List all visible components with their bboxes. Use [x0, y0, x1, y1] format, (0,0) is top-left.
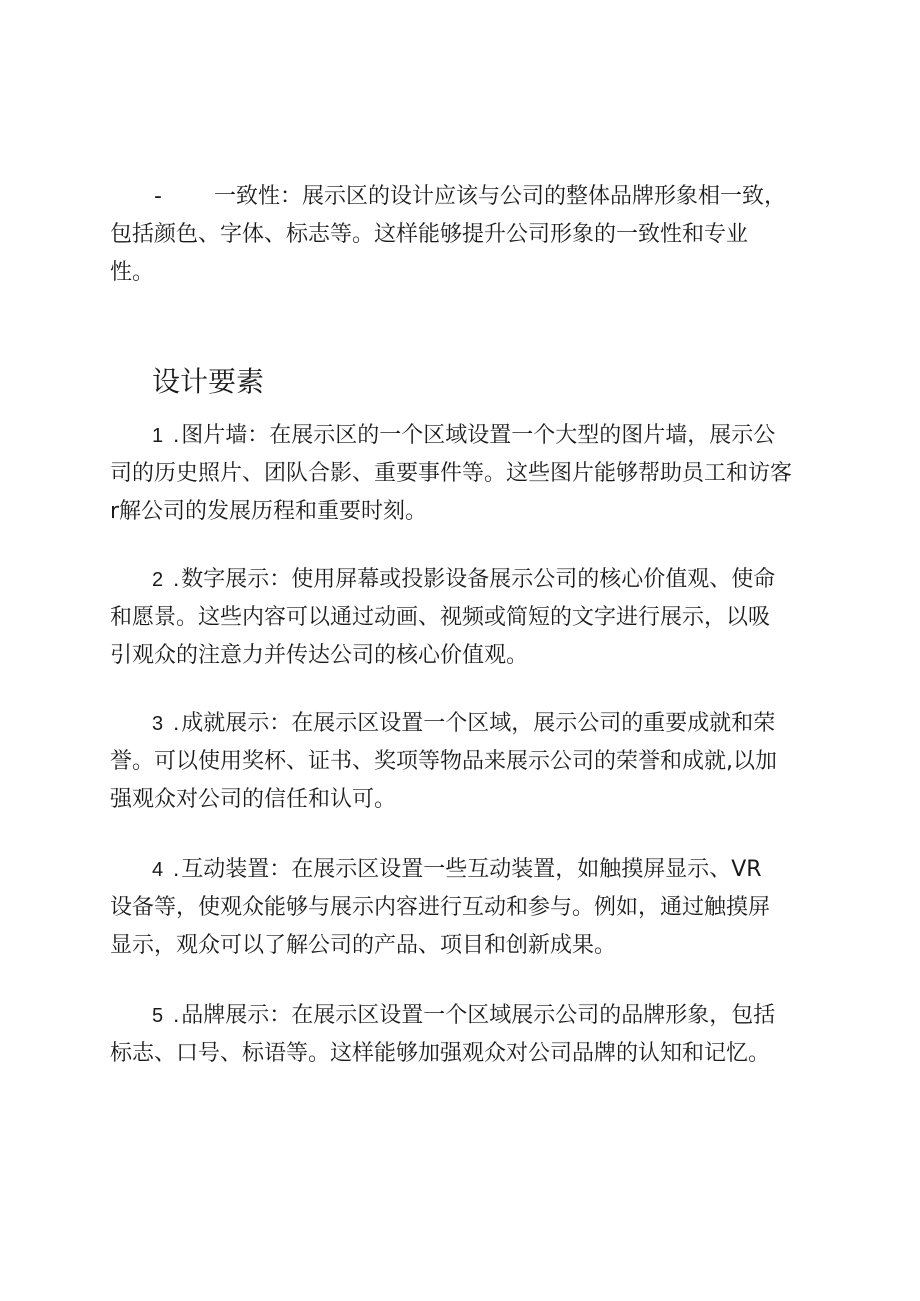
- list-item-2: [110, 560, 830, 675]
- item-text: 成就展示：在展示区设置一个区域，展示公司的重要成就和荣: [181, 711, 776, 736]
- item-line: 3 .成就展示：在展示区设置一个区域，展示公司的重要成就和荣: [110, 704, 830, 743]
- item-text: 互动装置：在展示区设置一些互动装置，如触摸屏显示、VR: [181, 857, 762, 882]
- consistency-bullet: [110, 178, 830, 292]
- bullet-line: 性。: [110, 260, 155, 285]
- bullet-line: 包括颜色、字体、标志等。这样能够提升公司形象的一致性和专业: [110, 222, 749, 247]
- item-number: 4: [152, 859, 164, 881]
- item-line: 4 .互动装置：在展示区设置一些互动装置，如触摸屏显示、VR: [110, 850, 830, 889]
- bullet-line: [110, 178, 830, 216]
- item-line: 5 .品牌展示：在展示区设置一个区域展示公司的品牌形象，包括: [110, 996, 830, 1035]
- item-line: 誉。可以使用奖杯、证书、奖项等物品来展示公司的荣誉和成就,以加: [110, 749, 777, 774]
- item-line: r解公司的发展历程和重要时刻。: [110, 499, 428, 524]
- item-line: 显示，观众可以了解公司的产品、项目和创新成果。: [110, 933, 617, 958]
- item-number: 2: [152, 569, 164, 591]
- item-line: 标志、口号、标语等。这样能够加强观众对公司品牌的认知和记忆。: [110, 1041, 771, 1066]
- list-item-5: [110, 996, 830, 1073]
- item-line: 强观众对公司的信任和认可。: [110, 787, 397, 812]
- item-line: 引观众的注意力并传达公司的核心价值观。: [110, 643, 529, 668]
- item-number: 5: [152, 1005, 164, 1027]
- item-text: 图片墙：在展示区的一个区域设置一个大型的图片墙，展示公: [181, 423, 776, 448]
- item-line: 司的历史照片、团队合影、重要事件等。这些图片能够帮助员工和访客: [110, 461, 793, 486]
- item-line: 1 .图片墙：在展示区的一个区域设置一个大型的图片墙，展示公: [110, 416, 830, 455]
- item-line: 2 .数字展示：使用屏幕或投影设备展示公司的核心价值观、使命: [110, 560, 830, 599]
- bullet-dash: -: [154, 184, 162, 209]
- list-item-1: [110, 416, 830, 531]
- section-heading: 设计要素: [152, 365, 265, 398]
- item-text: 品牌展示：在展示区设置一个区域展示公司的品牌形象，包括: [181, 1003, 776, 1028]
- item-line: 设备等，使观众能够与展示内容进行互动和参与。例如，通过触摸屏: [110, 895, 771, 920]
- list-item-3: [110, 704, 830, 819]
- item-text: 数字展示：使用屏幕或投影设备展示公司的核心价值观、使命: [181, 567, 776, 592]
- item-line: 和愿景。这些内容可以通过动画、视频或简短的文字进行展示，以吸: [110, 605, 771, 630]
- bullet-text: 一致性：展示区的设计应该与公司的整体品牌形象相一致，: [214, 184, 787, 209]
- item-number: 3: [152, 713, 164, 735]
- item-number: 1: [152, 425, 164, 447]
- list-item-4: [110, 850, 830, 965]
